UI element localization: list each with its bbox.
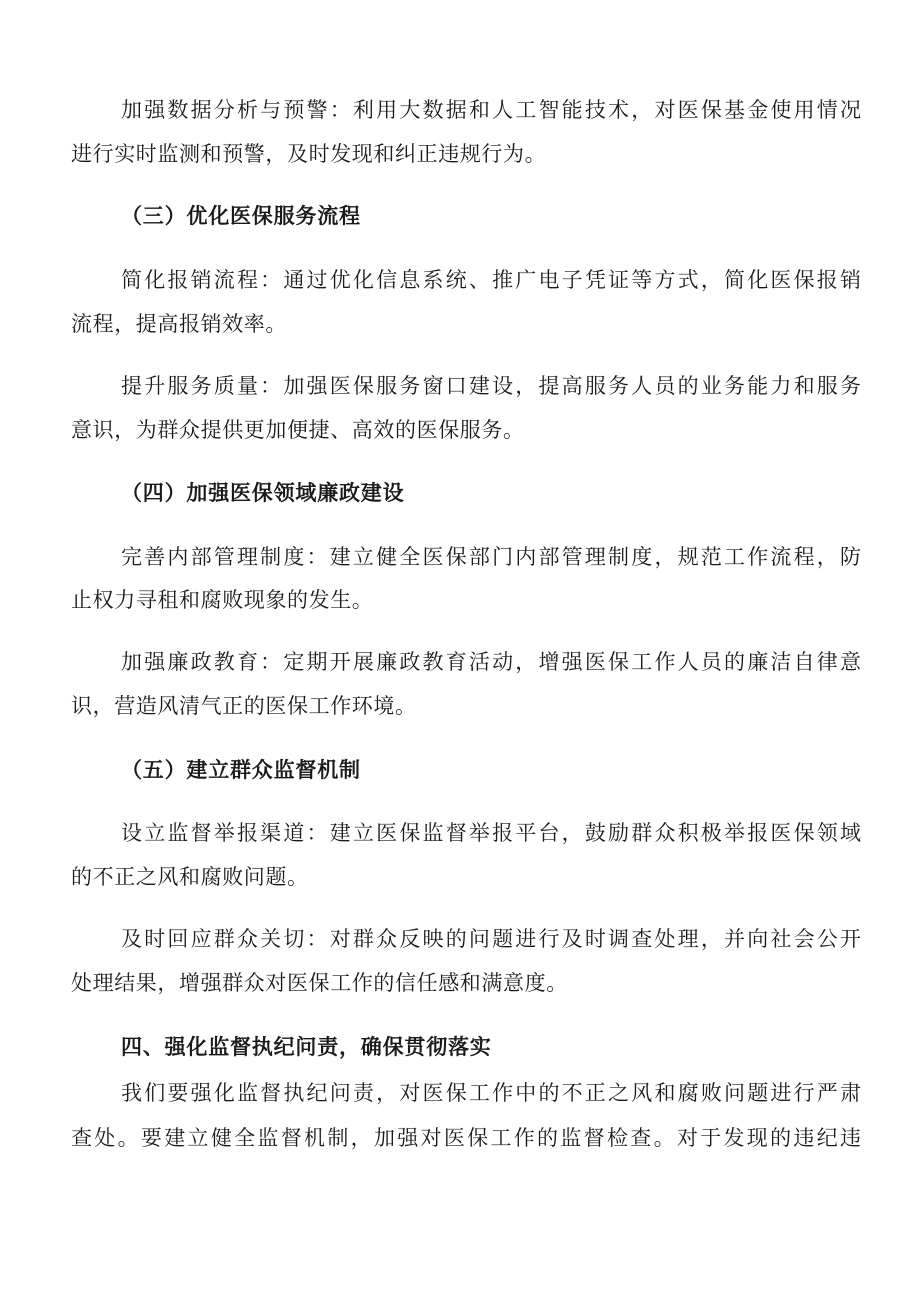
subsection-heading-4: （四）加强医保领域廉政建设 [121,481,405,505]
paragraph-line: 简化报销流程：通过优化信息系统、推广电子凭证等方式，简化医保报销 [121,268,861,292]
paragraph-line: 止权力寻租和腐败现象的发生。 [71,588,374,612]
paragraph-line: 设立监督举报渠道：建立医保监督举报平台，鼓励群众积极举报医保领域 [121,821,861,845]
paragraph-line: 的不正之风和腐败问题。 [71,865,309,889]
paragraph-line: 意识，为群众提供更加便捷、高效的医保服务。 [71,418,525,442]
subsection-heading-5: （五）建立群众监督机制 [121,758,361,782]
paragraph-line: 及时回应群众关切：对群众反映的问题进行及时调查处理，并向社会公开 [121,927,861,951]
paragraph-line: 查处。要建立健全监督机制，加强对医保工作的监督检查。对于发现的违纪违 [71,1126,861,1150]
paragraph-line: 完善内部管理制度：建立健全医保部门内部管理制度，规范工作流程，防 [121,545,861,569]
paragraph-line: 提升服务质量：加强医保服务窗口建设，提高服务人员的业务能力和服务 [121,374,861,398]
paragraph-line: 加强数据分析与预警：利用大数据和人工智能技术，对医保基金使用情况 [121,98,861,122]
section-heading-4: 四、强化监督执纪问责，确保贯彻落实 [121,1035,492,1059]
paragraph-line: 流程，提高报销效率。 [71,312,287,336]
paragraph-line: 识，营造风清气正的医保工作环境。 [71,694,417,718]
paragraph-line: 处理结果，增强群众对医保工作的信任感和满意度。 [71,971,568,995]
paragraph-line: 我们要强化监督执纪问责，对医保工作中的不正之风和腐败问题进行严肃 [121,1081,861,1105]
subsection-heading-3: （三）优化医保服务流程 [121,204,361,228]
paragraph-line: 加强廉政教育：定期开展廉政教育活动，增强医保工作人员的廉洁自律意 [121,650,861,674]
paragraph-line: 进行实时监测和预警，及时发现和纠正违规行为。 [71,142,547,166]
